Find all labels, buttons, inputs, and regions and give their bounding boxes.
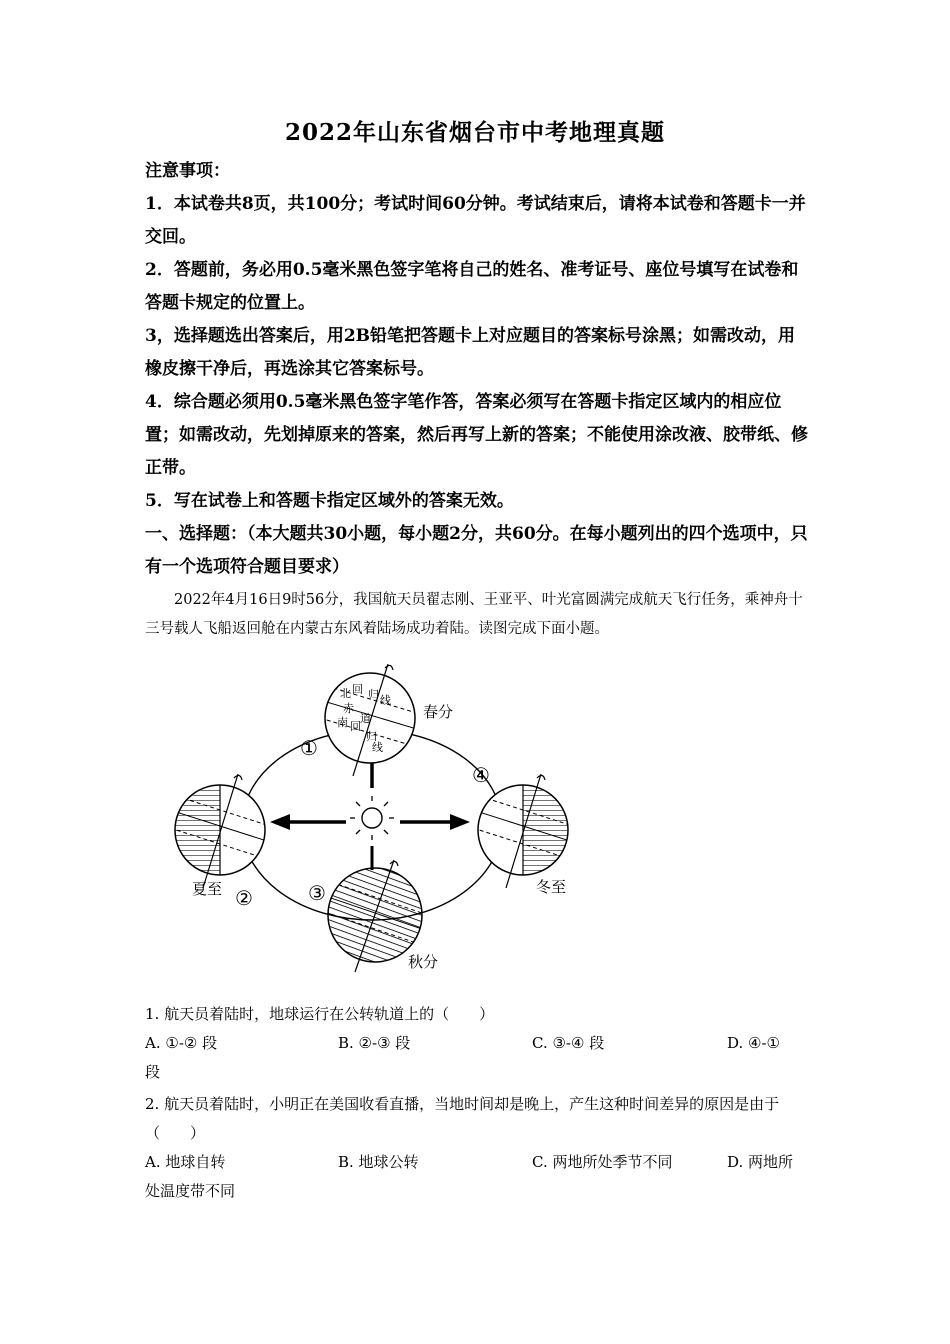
option-b[interactable]: B. 地球公转 <box>338 1153 419 1171</box>
label-spring-equinox: 春分 <box>423 703 454 721</box>
label-gui-1: 归 <box>368 688 379 701</box>
page-title: 2022年山东省烟台市中考地理真题 <box>284 119 665 146</box>
option-c[interactable]: C. 两地所处季节不同 <box>532 1153 673 1171</box>
globe-winter-solstice <box>473 774 573 888</box>
globe-spring-equinox <box>320 664 420 776</box>
option-b[interactable]: B. ②-③ 段 <box>338 1034 411 1052</box>
label-hui-2: 回 <box>350 720 361 733</box>
label-dao: 道 <box>360 712 371 725</box>
question-stem: 2. 航天员着陆时，小明正在美国收看直播，当地时间却是晚上，产生这种时间差异的原因是由于（ ） <box>145 1095 780 1142</box>
label-north: 北 <box>340 687 351 700</box>
question-options <box>145 1148 810 1177</box>
section-heading: 一、选择题：（本大题共30小题，每小题2分，共60分。在每小题列出的四个选项中，只有一个选项符合题目要求） <box>145 524 808 577</box>
orbit-mark-1: ① <box>300 736 318 760</box>
question-stem: 1. 航天员着陆时，地球运行在公转轨道上的（ ） <box>145 1005 495 1023</box>
label-autumn-equinox: 秋分 <box>408 953 439 971</box>
label-gui-2: 归 <box>366 730 377 743</box>
notice-heading: 注意事项： <box>145 161 230 181</box>
option-c[interactable]: C. ③-④ 段 <box>532 1034 605 1052</box>
option-a[interactable]: A. 地球自转 <box>145 1153 226 1171</box>
globe-summer-solstice <box>170 774 270 888</box>
sun-icon <box>350 796 394 840</box>
notice-item: 5．写在试卷上和答题卡指定区域外的答案无效。 <box>145 491 514 511</box>
option-a[interactable]: A. ①-② 段 <box>145 1034 218 1052</box>
passage-text: 2022年4月16日9时56分，我国航天员翟志刚、王亚平、叶光富圆满完成航天飞行任务，乘神舟十三号载人飞船返回舱在内蒙古东风着陆场成功着陆。读图完成下面小题。 <box>145 592 803 637</box>
option-d[interactable]: D. ④-① <box>727 1034 780 1052</box>
orbit-mark-2: ② <box>235 886 253 910</box>
question-1 <box>145 1000 810 1087</box>
option-d-continued: 处温度带不同 <box>145 1182 236 1200</box>
label-winter-solstice: 冬至 <box>536 878 567 896</box>
orbit-mark-4: ④ <box>472 763 490 787</box>
label-xian-2: 线 <box>372 741 383 754</box>
notice-item: 3，选择题选出答案后，用2B铅笔把答题卡上对应题目的答案标号涂黑；如需改动，用橡皮擦干净后，再选涂其它答案标号。 <box>145 326 796 379</box>
orbit-mark-3: ③ <box>308 881 326 905</box>
label-chi: 赤 <box>343 702 354 715</box>
notice-block <box>145 155 810 584</box>
option-d-continued: 段 <box>145 1063 161 1081</box>
label-south: 南 <box>337 716 348 729</box>
notice-item: 4．综合题必须用0.5毫米黑色签字笔作答，答案必须写在答题卡指定区域内的相应位置；如需改动，先划掉原来的答案，然后再写上新的答案；不能使用涂改液、胶带纸、修正带。 <box>145 392 808 478</box>
earth-revolution-figure <box>160 660 600 980</box>
revolution-diagram <box>160 660 600 980</box>
option-d[interactable]: D. 两地所 <box>727 1153 794 1171</box>
notice-item: 1．本试卷共8页，共100分；考试时间60分钟。考试结束后，请将本试卷和答题卡一并交回。 <box>145 194 806 247</box>
question-options <box>145 1029 810 1058</box>
reading-passage <box>145 586 810 644</box>
notice-item: 2．答题前，务必用0.5毫米黑色签字笔将自己的姓名、准考证号、座位号填写在试卷和答题卡规定的位置上。 <box>145 260 799 313</box>
question-2 <box>145 1090 810 1206</box>
label-summer-solstice: 夏至 <box>192 880 223 898</box>
label-hui-1: 回 <box>352 683 363 696</box>
label-xian-1: 线 <box>380 694 391 707</box>
